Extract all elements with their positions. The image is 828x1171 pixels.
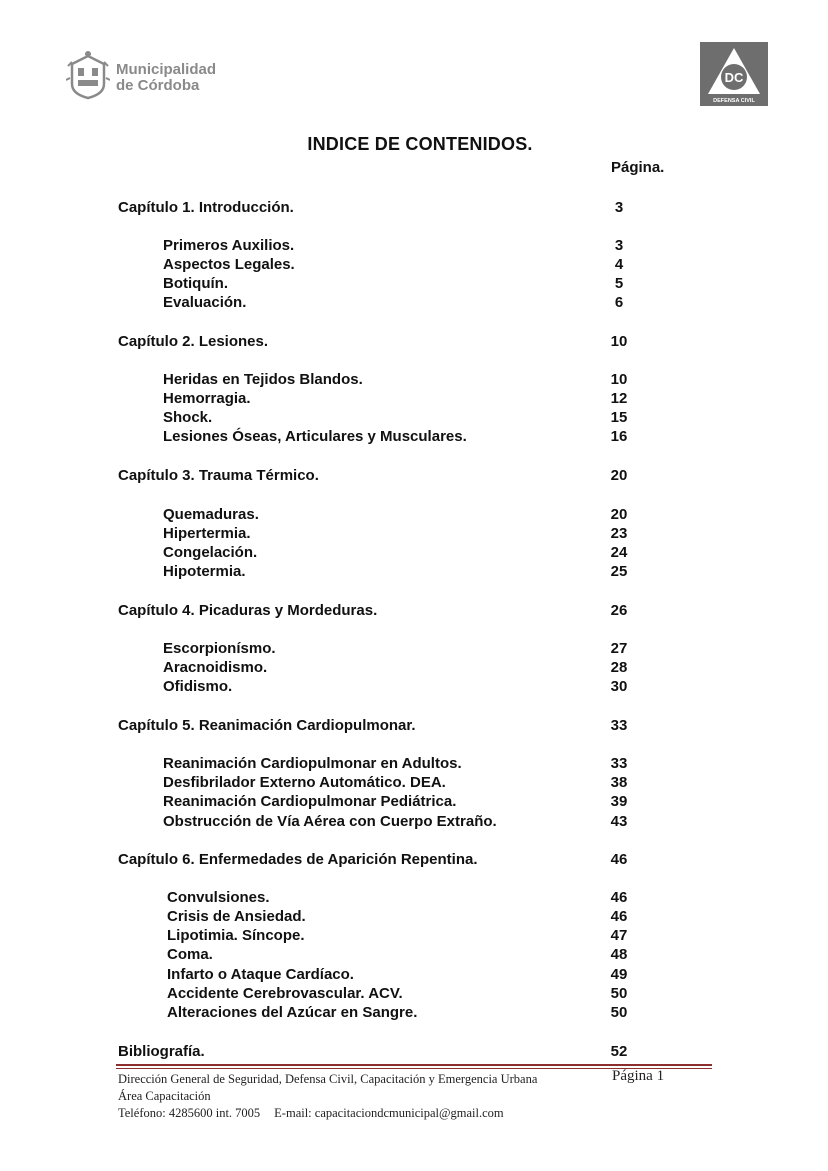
toc-chapter[interactable] [0, 602, 828, 622]
toc-entry-page: 3 [614, 237, 624, 254]
toc-section[interactable] [0, 256, 828, 276]
toc-entry-title: Desfibrilador Externo Automático. DEA. [163, 774, 446, 791]
page-column-header: Página. [611, 159, 665, 176]
toc-section[interactable] [0, 390, 828, 410]
footer-phone: Teléfono: 4285600 int. 7005 [118, 1106, 261, 1120]
toc-entry-page: 25 [610, 563, 628, 580]
toc-section[interactable] [0, 544, 828, 564]
toc-entry-title: Capítulo 5. Reanimación Cardiopulmonar. [118, 717, 416, 734]
toc-entry-page: 46 [610, 851, 628, 868]
toc-entry-title: Capítulo 1. Introducción. [118, 199, 294, 216]
toc-entry-title: Convulsiones. [167, 889, 270, 906]
toc-entry-page: 39 [610, 793, 628, 810]
toc-entry-title: Hipertermia. [163, 525, 251, 542]
toc-entry-page: 33 [610, 717, 628, 734]
toc-entry-page: 5 [614, 275, 624, 292]
defensa-civil-badge [700, 42, 768, 106]
toc-section[interactable] [0, 640, 828, 660]
toc-entry-title: Escorpionísmo. [163, 640, 276, 657]
toc-entry-title: Capítulo 3. Trauma Térmico. [118, 467, 319, 484]
toc-entry-title: Lipotimia. Síncope. [167, 927, 305, 944]
toc-chapter[interactable] [0, 851, 828, 871]
toc-entry-title: Aspectos Legales. [163, 256, 295, 273]
toc-entry-title: Lesiones Óseas, Articulares y Musculares. [163, 428, 467, 445]
toc-section[interactable] [0, 525, 828, 545]
toc-entry-page: 50 [610, 1004, 628, 1021]
toc-section[interactable] [0, 985, 828, 1005]
toc-section[interactable] [0, 813, 828, 833]
footer-organization: Dirección General de Seguridad, Defensa Civil, Capacitación y Emergencia Urbana [118, 1072, 538, 1086]
toc-section[interactable] [0, 908, 828, 928]
toc-entry-page: 28 [610, 659, 628, 676]
toc-section[interactable] [0, 793, 828, 813]
page-title: INDICE DE CONTENIDOS. [307, 134, 533, 154]
toc-entry-title: Capítulo 2. Lesiones. [118, 333, 269, 350]
footer-page-number: Página 1 [612, 1068, 665, 1084]
toc-section[interactable] [0, 774, 828, 794]
footer-divider [116, 1064, 712, 1066]
svg-text:DEFENSA CIVIL: DEFENSA CIVIL [713, 98, 755, 104]
logo-line-1: Municipalidad [116, 61, 217, 78]
footer-contact [118, 1105, 537, 1122]
toc-entry-page: 52 [610, 1043, 628, 1060]
toc-entry-page: 16 [610, 428, 628, 445]
toc-entry-title: Evaluación. [163, 294, 247, 311]
toc-entry-page: 47 [610, 927, 628, 944]
toc-entry-page: 15 [610, 409, 628, 426]
toc-entry-page: 46 [610, 889, 628, 906]
toc-entry-title: Botiquín. [163, 275, 228, 292]
toc-entry-title: Reanimación Cardiopulmonar Pediátrica. [163, 793, 457, 810]
toc-entry-page: 26 [610, 602, 628, 619]
toc-section[interactable] [0, 659, 828, 679]
toc-section[interactable] [0, 563, 828, 583]
toc-entry-title: Ofidismo. [163, 678, 233, 695]
toc-entry-page: 30 [610, 678, 628, 695]
toc-entry-page: 33 [610, 755, 628, 772]
svg-text:DC: DC [724, 70, 744, 85]
toc-entry-title: Capítulo 4. Picaduras y Mordeduras. [118, 602, 378, 619]
toc-entry-title: Primeros Auxilios. [163, 237, 295, 254]
toc-entry-title: Congelación. [163, 544, 258, 561]
toc-entry-page: 3 [614, 199, 624, 216]
toc-bibliography[interactable] [0, 1043, 828, 1063]
toc-chapter[interactable] [0, 467, 828, 487]
toc-entry-title: Coma. [167, 946, 213, 963]
toc-section[interactable] [0, 237, 828, 257]
municipality-logo [66, 50, 236, 102]
toc-entry-title: Aracnoidismo. [163, 659, 268, 676]
toc-entry-title: Capítulo 6. Enfermedades de Aparición Repentina. [118, 851, 478, 868]
toc-entry-title: Hipotermia. [163, 563, 246, 580]
toc-entry-page: 49 [610, 966, 628, 983]
toc-entry-page: 6 [614, 294, 624, 311]
toc-chapter[interactable] [0, 199, 828, 219]
toc-entry-title: Obstrucción de Vía Aérea con Cuerpo Extraño. [163, 813, 497, 830]
toc-section[interactable] [0, 294, 828, 314]
toc-entry-title: Accidente Cerebrovascular. ACV. [167, 985, 403, 1002]
toc-entry-title: Shock. [163, 409, 213, 426]
toc-section[interactable] [0, 927, 828, 947]
toc-section[interactable] [0, 889, 828, 909]
toc-chapter[interactable] [0, 717, 828, 737]
toc-entry-page: 46 [610, 908, 628, 925]
toc-entry-page: 10 [610, 333, 628, 350]
toc-section[interactable] [0, 506, 828, 526]
toc-entry-page: 50 [610, 985, 628, 1002]
toc-entry-page: 20 [610, 506, 628, 523]
toc-entry-page: 20 [610, 467, 628, 484]
toc-entry-page: 27 [610, 640, 628, 657]
toc-entry-page: 4 [614, 256, 624, 273]
toc-entry-title: Reanimación Cardiopulmonar en Adultos. [163, 755, 462, 772]
toc-section[interactable] [0, 1004, 828, 1024]
toc-entry-page: 38 [610, 774, 628, 791]
toc-entry-title: Infarto o Ataque Cardíaco. [167, 966, 354, 983]
toc-entry-title: Heridas en Tejidos Blandos. [163, 371, 363, 388]
logo-line-2: de Córdoba [116, 77, 200, 94]
toc-chapter[interactable] [0, 333, 828, 353]
city-crest-icon [66, 50, 110, 100]
toc-section[interactable] [0, 409, 828, 429]
toc-section[interactable] [0, 371, 828, 391]
toc-entry-title: Bibliografía. [118, 1043, 205, 1060]
toc-entry-page: 24 [610, 544, 628, 561]
footer-area: Área Capacitación [118, 1089, 211, 1103]
toc-section[interactable] [0, 946, 828, 966]
toc-entry-page: 10 [610, 371, 628, 388]
toc-entry-page: 12 [610, 390, 628, 407]
toc-entry-page: 48 [610, 946, 628, 963]
toc-entry-title: Alteraciones del Azúcar en Sangre. [167, 1004, 418, 1021]
toc-section[interactable] [0, 275, 828, 295]
toc-entry-title: Hemorragia. [163, 390, 251, 407]
civil-defense-icon [700, 42, 768, 106]
toc-section[interactable] [0, 755, 828, 775]
toc-entry-page: 23 [610, 525, 628, 542]
footer-email: E-mail: capacitaciondcmunicipal@gmail.com [274, 1106, 504, 1120]
toc-entry-title: Quemaduras. [163, 506, 259, 523]
toc-entry-page: 43 [610, 813, 628, 830]
toc-section[interactable] [0, 428, 828, 448]
toc-entry-title: Crisis de Ansiedad. [167, 908, 306, 925]
toc-section[interactable] [0, 678, 828, 698]
footer [118, 1071, 537, 1122]
toc-section[interactable] [0, 966, 828, 986]
